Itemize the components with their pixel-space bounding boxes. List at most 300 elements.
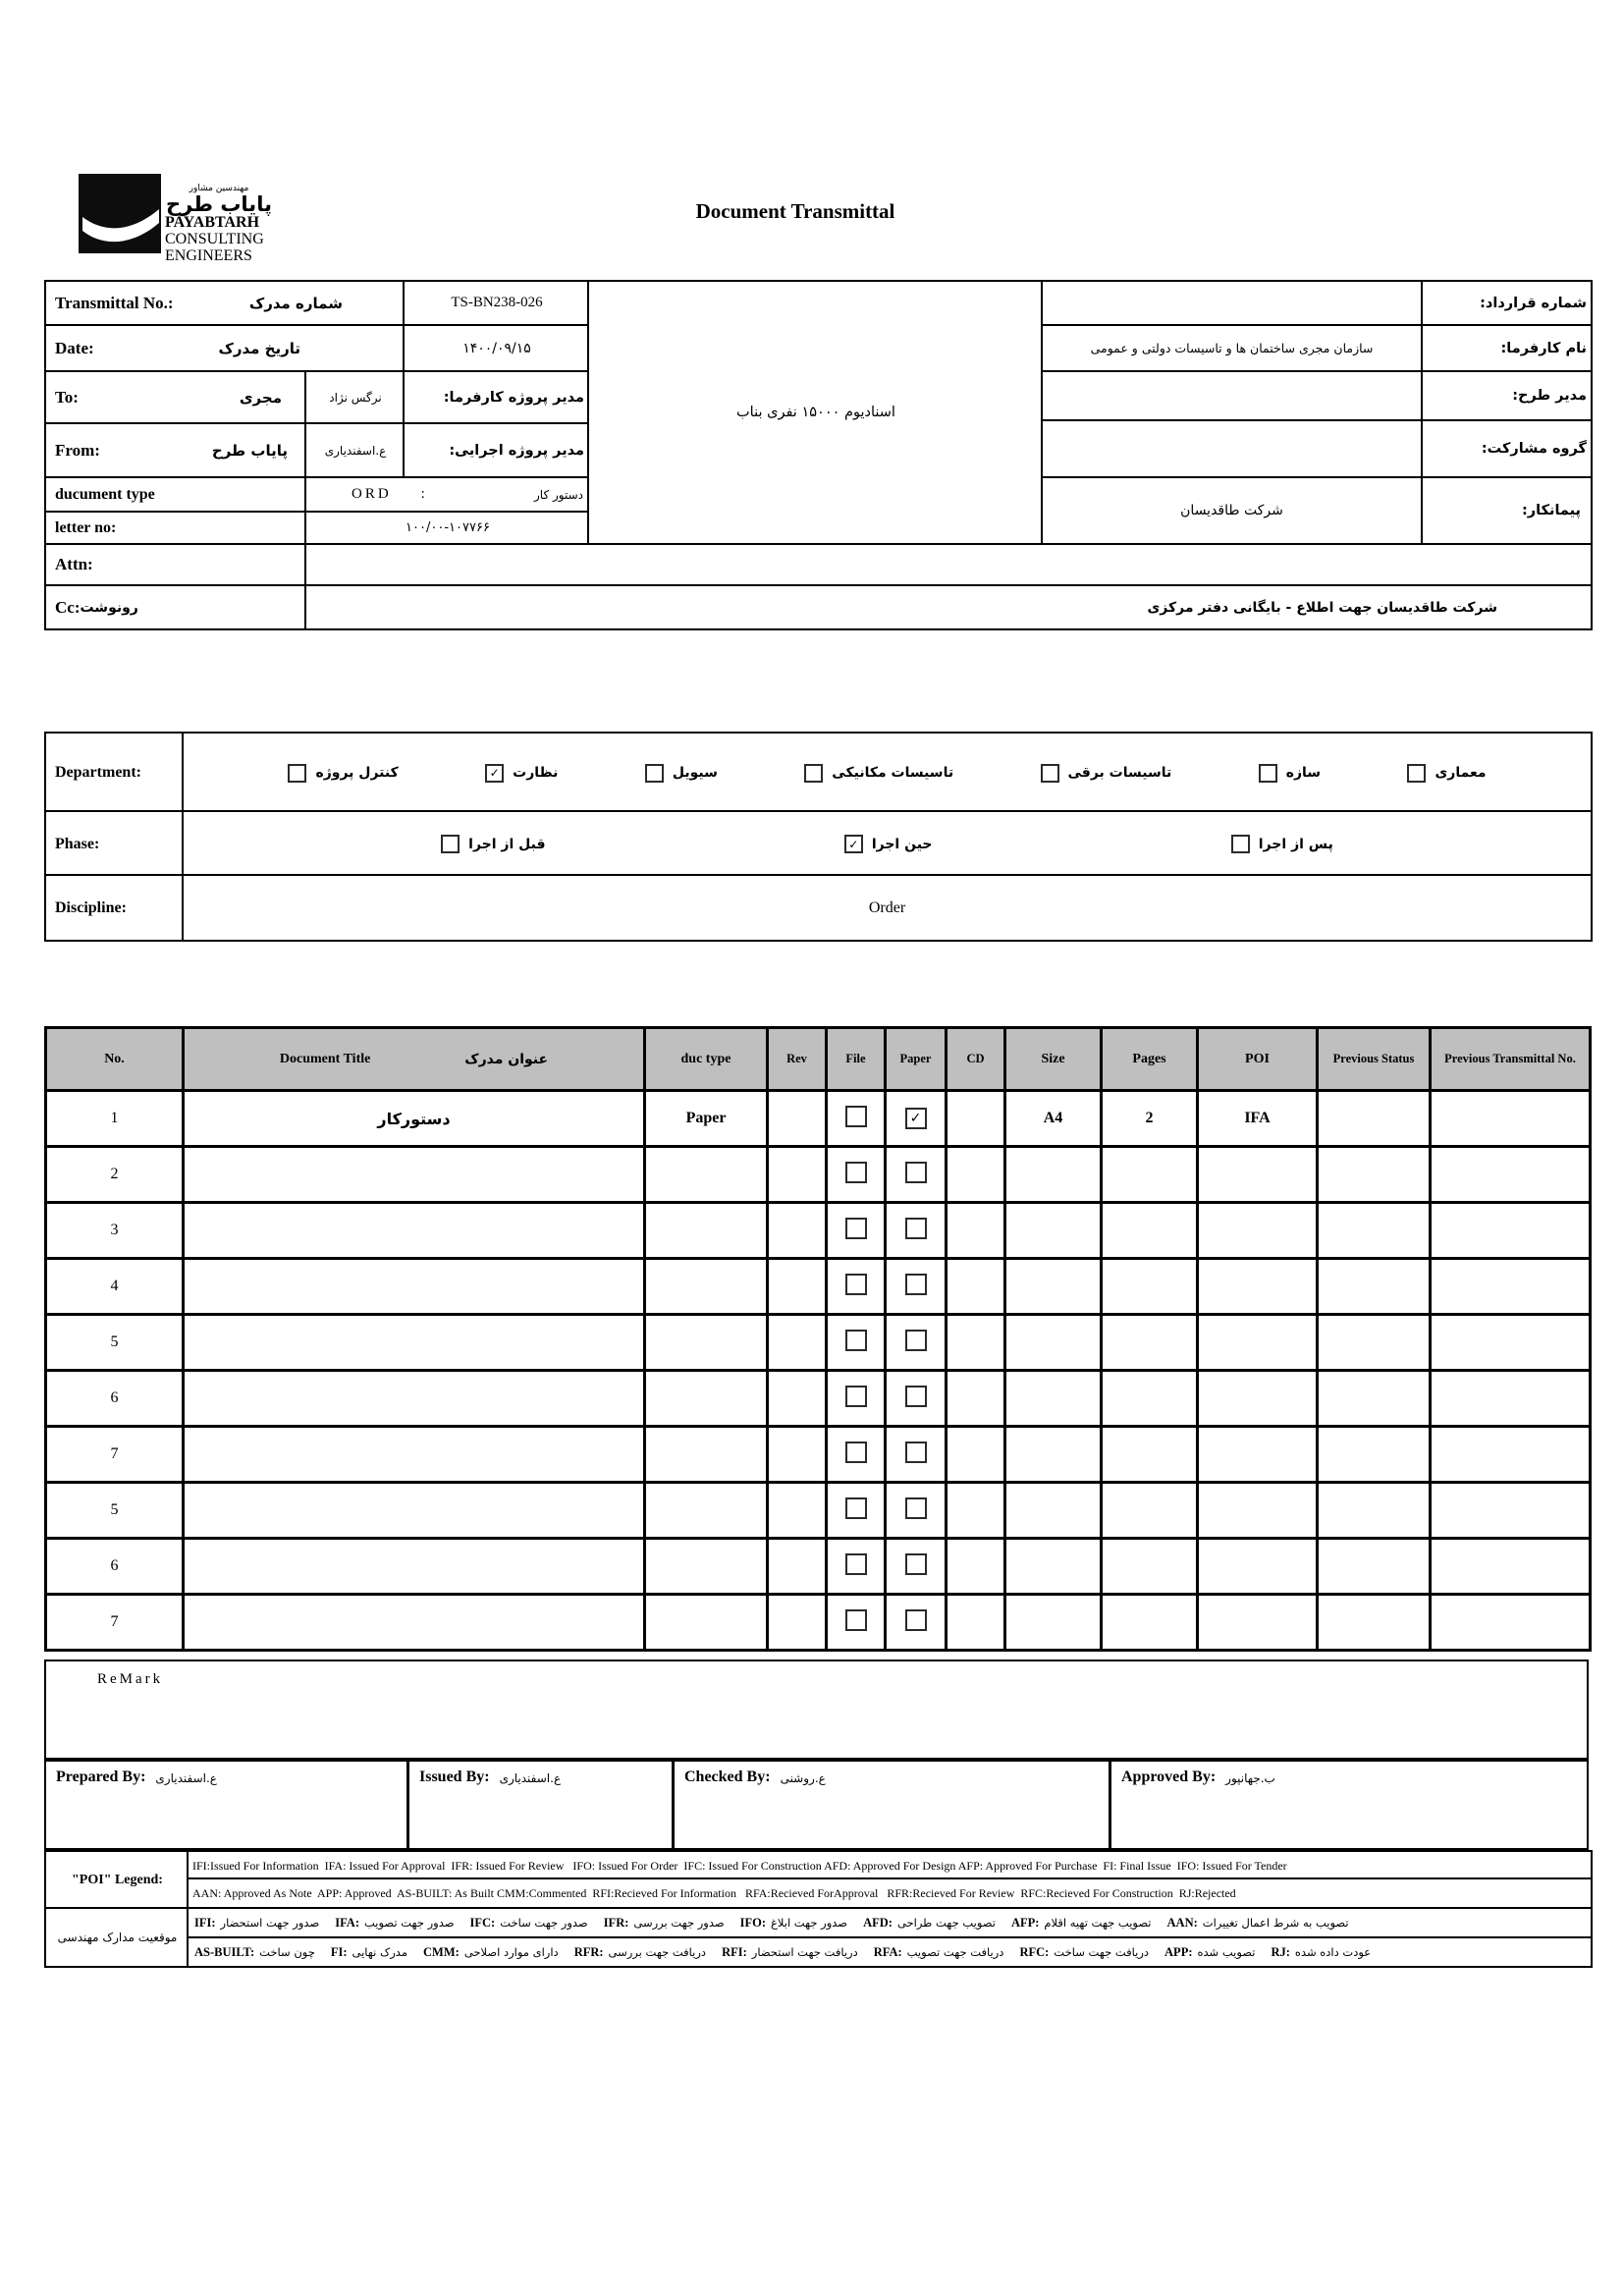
row-paper-cell [886,1483,947,1539]
row-cd [947,1595,1005,1651]
col-header-title-fa: عنوان مدرک [464,1051,549,1067]
date-value [403,324,591,372]
row-no: 2 [46,1147,184,1203]
contractor-label: پیمانکار: [1522,503,1581,518]
col-header-file: File [827,1028,886,1091]
contract-no-value-cell [1041,280,1423,326]
row-file-checkbox[interactable] [845,1609,867,1631]
logo-fa-tagline: مهندسین مشاور [189,184,249,193]
row-no: 5 [46,1483,184,1539]
row-no: 3 [46,1203,184,1259]
attn-label-cell [44,543,306,586]
row-paper-checkbox[interactable] [905,1108,927,1129]
department-label: Department: [55,764,141,781]
legend-fa-desc: صدور جهت تصویب [363,1916,455,1930]
date-label-fa: تاریخ مدرک [218,339,300,357]
to-role: مدیر پروژه کارفرما: [443,389,584,406]
legend-fa-item [574,1945,706,1960]
row-prev-status [1318,1147,1431,1203]
col-header-pages: Pages [1102,1028,1198,1091]
department-option [1041,764,1172,783]
phase-option [1231,835,1333,853]
legend-en-line2: AAN: Approved As Note APP: Approved AS-BUILT: As Built CMM:Commented RFI:Recieved For Information RFA:Recieved ForApproval RFR:Recieved For Review RFC:Recieved For Construction RJ:Rejected [192,1885,1236,1900]
row-cd [947,1091,1005,1147]
phase-label: Phase: [55,835,100,852]
legend-fa-item [194,1945,315,1960]
row-file-cell [827,1427,886,1483]
row-poi [1198,1539,1318,1595]
department-option-checkbox[interactable] [485,764,504,783]
row-paper-checkbox[interactable] [905,1330,927,1351]
document-row [46,1539,1591,1595]
legend-fa-desc: تصویب جهت طراحی [896,1916,996,1930]
logo-swoosh-icon [79,174,161,253]
row-duc-type [645,1539,768,1595]
row-file-checkbox[interactable] [845,1162,867,1183]
legend-fa-desc: دارای موارد اصلاحی [463,1945,559,1959]
row-paper-cell [886,1427,947,1483]
row-cd [947,1147,1005,1203]
prepared-by-label: Prepared By: [56,1768,146,1785]
company-logo [79,174,161,253]
attn-value-cell [304,543,1593,586]
client-label-cell [1419,324,1593,372]
row-poi: IFA [1198,1091,1318,1147]
row-file-cell [827,1595,886,1651]
department-option-checkbox[interactable] [1259,764,1277,783]
row-no: 7 [46,1595,184,1651]
row-file-checkbox[interactable] [845,1553,867,1575]
poi-legend-label: "POI" Legend: [72,1873,163,1887]
legend-fa-code: AS-BUILT: [194,1944,255,1959]
row-paper-checkbox[interactable] [905,1274,927,1295]
row-rev [768,1539,827,1595]
row-file-cell [827,1091,886,1147]
col-header-prev-transmittal: Previous Transmittal No. [1431,1028,1591,1091]
row-poi [1198,1371,1318,1427]
client-value-cell [1041,324,1423,372]
row-title [184,1539,645,1595]
document-row [46,1371,1591,1427]
row-cd [947,1259,1005,1315]
phase-options [184,835,1591,853]
legend-fa-desc: صدور جهت ابلاغ [771,1916,848,1930]
row-pages [1102,1427,1198,1483]
department-option [1259,764,1321,783]
row-prev-status [1318,1203,1431,1259]
phase-options-cell [182,810,1593,878]
row-paper-checkbox[interactable] [905,1162,927,1183]
department-option-label: نظارت [513,765,559,781]
department-option [485,764,558,783]
row-prev-status [1318,1315,1431,1371]
discipline-label-cell [44,874,186,942]
letter-no-value-cell [304,511,591,545]
doc-type-label: ducument type [55,485,155,503]
discipline-value: Order [868,898,906,916]
legend-fa-code: RFA: [873,1944,902,1959]
col-header-paper: Paper [886,1028,947,1091]
to-person: نرگس نژاد [329,390,382,405]
legend-fa-code: FI: [330,1944,348,1959]
legend-fa-code: IFR: [603,1915,629,1930]
legend-fa-item [1019,1945,1149,1960]
checked-by-label: Checked By: [684,1768,771,1785]
logo-fa-name: پایاب طرح [166,192,272,217]
legend-fa-desc: صدور جهت استحضار [220,1916,320,1930]
department-options-cell [182,732,1593,814]
col-header-title [184,1028,645,1091]
to-value-fa: مجری [239,388,282,407]
approved-by-name: ب.جهانپور [1225,1771,1275,1785]
remark-label: ReMark [97,1671,164,1687]
issued-by-cell [409,1762,675,1848]
checked-by-name: ع.روشنی [780,1771,826,1785]
row-size [1005,1371,1102,1427]
cc-label-cell [44,584,306,630]
row-size [1005,1427,1102,1483]
row-size: A4 [1005,1091,1102,1147]
row-title [184,1483,645,1539]
legend-fa-desc: صدور جهت بررسی [633,1916,725,1930]
poi-legend-label-cell [44,1850,190,1911]
department-option-checkbox[interactable] [645,764,664,783]
date-label-cell [44,324,405,372]
row-size [1005,1595,1102,1651]
row-paper-checkbox[interactable] [905,1553,927,1575]
contractor-value-cell [1041,476,1423,545]
page-title: Document Transmittal [695,199,895,223]
legend-fa-item [194,1916,319,1931]
col-header-prev-status: Previous Status [1318,1028,1431,1091]
phase-option-label: حین اجرا [871,836,933,852]
jv-group-label-cell [1419,419,1593,478]
department-option [288,764,398,783]
phase-option [441,835,545,853]
row-pages [1102,1315,1198,1371]
legend-fa-desc: دریافت جهت تصویب [906,1945,1004,1959]
department-option-label: تاسیسات مکانیکی [832,765,954,781]
from-cell [44,422,306,478]
phase-option-label: قبل از اجرا [468,836,546,852]
row-no: 6 [46,1371,184,1427]
letter-no-label: letter no: [55,518,117,536]
row-paper-checkbox[interactable] [905,1442,927,1463]
legend-fa-item [470,1916,588,1931]
jv-group-label: گروه مشارکت: [1481,441,1587,457]
from-person: ع.اسفندیاری [324,443,387,458]
department-option-checkbox[interactable] [288,764,306,783]
legend-fa-item [335,1916,454,1931]
row-paper-cell [886,1539,947,1595]
row-no: 4 [46,1259,184,1315]
department-option-label: معماری [1435,765,1487,781]
legend-fa-item [1011,1916,1152,1931]
remark-box [44,1659,1589,1760]
approved-by-label: Approved By: [1121,1768,1217,1785]
legend-fa-item [863,1916,996,1931]
row-pages [1102,1259,1198,1315]
department-option-checkbox[interactable] [1041,764,1059,783]
project-manager-value-cell [1041,370,1423,421]
department-option [1407,764,1486,783]
row-duc-type [645,1315,768,1371]
doc-type-fa: دستور کار [534,487,583,502]
row-prev-transmittal [1431,1091,1591,1147]
document-row [46,1147,1591,1203]
legend-fa-desc: مدرک نهایی [352,1945,408,1959]
legend-fa-code: AAN: [1166,1915,1198,1930]
legend-table [44,1850,1589,1966]
legend-fa-item [423,1945,559,1960]
row-rev [768,1259,827,1315]
department-option [645,764,718,783]
header-table [44,280,1589,626]
department-options [184,764,1591,783]
row-poi [1198,1203,1318,1259]
doc-type-value-cell [304,476,591,513]
row-size [1005,1259,1102,1315]
row-no: 7 [46,1427,184,1483]
row-title [184,1147,645,1203]
row-cd [947,1539,1005,1595]
row-cd [947,1371,1005,1427]
phase-label-cell [44,810,186,878]
legend-fa-desc: دریافت جهت بررسی [608,1945,707,1959]
row-file-cell [827,1147,886,1203]
row-title: دستورکار [184,1091,645,1147]
row-paper-cell [886,1259,947,1315]
row-paper-checkbox[interactable] [905,1497,927,1519]
department-option-checkbox[interactable] [804,764,823,783]
row-file-checkbox[interactable] [845,1106,867,1127]
row-file-checkbox[interactable] [845,1218,867,1239]
legend-fa-code: IFC: [469,1915,496,1930]
row-size [1005,1539,1102,1595]
to-person-cell [304,370,406,424]
row-prev-status [1318,1427,1431,1483]
legend-fa-desc: دریافت جهت استحضار [751,1945,858,1959]
doc-type-colon: : [420,486,425,502]
legend-fa-desc: تصویب به شرط اعمال تغییرات [1202,1916,1349,1930]
row-prev-transmittal [1431,1147,1591,1203]
row-paper-cell [886,1147,947,1203]
project-title: اسنادیوم ۱۵۰۰۰ نفری بناب [736,405,895,420]
document-row [46,1203,1591,1259]
row-prev-transmittal [1431,1595,1591,1651]
transmittal-no-label-cell [44,280,405,326]
row-duc-type [645,1259,768,1315]
document-row [46,1427,1591,1483]
legend-fa-desc: دریافت جهت ساخت [1054,1945,1150,1959]
row-size [1005,1483,1102,1539]
approved-by-cell [1111,1762,1587,1848]
row-prev-status [1318,1595,1431,1651]
client-value: سازمان مجری ساختمان ها و تاسیسات دولتی و عمومی [1090,341,1374,355]
fa-legend-label-cell [44,1907,190,1968]
row-rev [768,1595,827,1651]
phase-option-checkbox[interactable] [844,835,863,853]
issued-by-name: ع.اسفندیاری [499,1771,562,1785]
legend-fa-item [1164,1945,1255,1960]
signature-row [44,1760,1589,1850]
letter-no-text: ۱۰۰/۰۰-۱۰۷۷۶۶ [406,520,490,535]
row-rev [768,1091,827,1147]
row-title [184,1427,645,1483]
legend-fa-code: RFC: [1019,1944,1050,1959]
contractor-label-cell [1419,476,1593,545]
phase-option-checkbox[interactable] [1231,835,1250,853]
company-logo-text [165,185,332,265]
row-no: 1 [46,1091,184,1147]
row-pages [1102,1371,1198,1427]
row-prev-transmittal [1431,1371,1591,1427]
row-file-cell [827,1371,886,1427]
legend-fa-line1 [187,1907,1593,1938]
row-prev-transmittal [1431,1315,1591,1371]
transmittal-no-label-fa: شماره مدرک [248,294,343,312]
cc-label-fa: رونوشت [80,599,138,616]
from-role: مدیر پروژه اجرایی: [449,442,584,459]
checked-by-cell [675,1762,1111,1848]
row-prev-status [1318,1371,1431,1427]
legend-fa-desc: عودت داده شده [1294,1945,1372,1959]
doc-type-label-cell [44,476,306,513]
transmittal-no-text: TS-BN238-026 [451,295,543,310]
document-row [46,1091,1591,1147]
row-cd [947,1427,1005,1483]
legend-fa-desc: تصویب شده [1197,1945,1256,1959]
attn-label: Attn: [55,555,93,573]
date-text: ۱۴۰۰/۰۹/۱۵ [462,340,531,356]
row-file-checkbox[interactable] [845,1330,867,1351]
doc-type-code: ORD [352,486,392,502]
row-no: 6 [46,1539,184,1595]
row-pages [1102,1203,1198,1259]
document-row [46,1595,1591,1651]
department-option-label: کنترل پروژه [315,765,399,781]
row-paper-cell [886,1203,947,1259]
legend-fa-item [1167,1916,1349,1931]
row-poi [1198,1259,1318,1315]
col-header-duc-type: duc type [645,1028,768,1091]
row-poi [1198,1483,1318,1539]
to-role-cell [403,370,591,424]
department-option-checkbox[interactable] [1407,764,1426,783]
col-header-no: No. [46,1028,184,1091]
phase-option [844,835,933,853]
row-duc-type [645,1203,768,1259]
row-poi [1198,1315,1318,1371]
phase-option-checkbox[interactable] [441,835,460,853]
legend-fa-code: IFO: [739,1915,767,1930]
discipline-value-cell [182,874,1593,942]
legend-fa-code: AFD: [863,1915,893,1930]
row-cd [947,1483,1005,1539]
from-person-cell [304,422,406,478]
project-title-cell [587,280,1045,545]
legend-fa-code: RJ: [1271,1944,1290,1959]
department-option [804,764,953,783]
row-rev [768,1147,827,1203]
row-file-cell [827,1483,886,1539]
legend-fa-item [1271,1945,1371,1960]
row-poi [1198,1147,1318,1203]
row-poi [1198,1427,1318,1483]
row-cd [947,1203,1005,1259]
row-prev-status [1318,1539,1431,1595]
col-header-rev: Rev [768,1028,827,1091]
legend-fa-code: RFI: [722,1944,747,1959]
cc-value-cell [304,584,1593,630]
row-no: 5 [46,1315,184,1371]
row-file-cell [827,1259,886,1315]
legend-fa-code: APP: [1164,1944,1193,1959]
document-row [46,1483,1591,1539]
department-label-cell [44,732,186,814]
department-option-label: سازه [1285,765,1322,781]
row-rev [768,1203,827,1259]
row-file-checkbox[interactable] [845,1497,867,1519]
row-duc-type [645,1371,768,1427]
row-rev [768,1427,827,1483]
legend-en-line2-cell [187,1877,1593,1909]
row-title [184,1315,645,1371]
from-value-fa: پایاب طرح [211,441,288,460]
from-label: From: [55,440,100,460]
row-prev-transmittal [1431,1539,1591,1595]
letter-no-label-cell [44,511,306,545]
legend-fa-item [874,1945,1004,1960]
row-file-cell [827,1203,886,1259]
document-table [44,1026,1592,1652]
row-prev-transmittal [1431,1427,1591,1483]
row-prev-status [1318,1259,1431,1315]
row-prev-transmittal [1431,1259,1591,1315]
cc-value: شرکت طاقدیسان جهت اطلاع - بایگانی دفتر مرکزی [1147,599,1497,616]
legend-fa-code: AFP: [1010,1915,1040,1930]
row-paper-cell [886,1091,947,1147]
row-pages [1102,1595,1198,1651]
from-role-cell [403,422,591,478]
department-option-label: تاسیسات برقی [1067,765,1172,781]
phase-option-label: پس از اجرا [1258,836,1333,852]
row-file-checkbox[interactable] [845,1442,867,1463]
logo-en-name: PAYABTARH [165,214,260,232]
fa-legend-label: موقعیت مدارک مهندسی [57,1931,178,1944]
row-title [184,1371,645,1427]
prepared-by-name: ع.اسفندیاری [155,1771,217,1785]
row-paper-checkbox[interactable] [905,1609,927,1631]
department-option-label: سیویل [672,765,718,781]
row-size [1005,1203,1102,1259]
col-header-cd: CD [947,1028,1005,1091]
row-duc-type: Paper [645,1091,768,1147]
row-file-checkbox[interactable] [845,1386,867,1407]
cc-label: Cc: [55,597,81,617]
row-title [184,1259,645,1315]
row-paper-checkbox[interactable] [905,1386,927,1407]
document-table-header-row [46,1028,1591,1091]
transmittal-no-value [403,280,591,326]
legend-fa-item [722,1945,858,1960]
legend-fa-desc: صدور جهت ساخت [500,1916,588,1930]
row-size [1005,1315,1102,1371]
legend-fa-line2 [187,1936,1593,1968]
row-file-checkbox[interactable] [845,1274,867,1295]
row-paper-checkbox[interactable] [905,1218,927,1239]
row-title [184,1203,645,1259]
